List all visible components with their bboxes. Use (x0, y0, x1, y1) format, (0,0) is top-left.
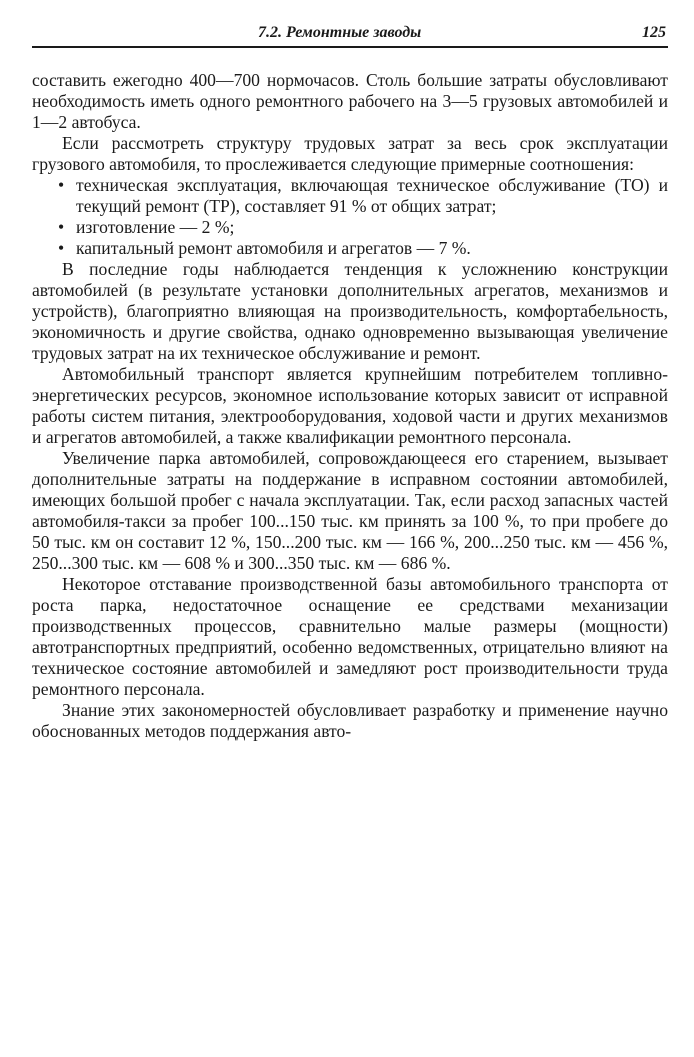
paragraph-2: Если рассмотреть структуру трудовых затрат за весь срок эксплуатации грузового автомобиля, то прослеживается следующие примерные соотношения: (32, 133, 668, 174)
bullet-icon: • (58, 217, 65, 237)
paragraph-3: В последние годы наблюдается тенденция к усложнению конструкции автомобилей (в результате установки дополнительных агрегатов, механизмов и устройств), благоприятно влияющая на производительность, комфортабельность, экономичность и другие свойства, однако одновременно вызывающая увеличение трудовых затрат на их техническое обслуживание и ремонт. (32, 259, 668, 363)
paragraph-6: Некоторое отставание производственной базы автомобильного транспорта от роста парка, недостаточное оснащение ее средствами механизации производственных процессов, сравнительно малые размеры (мощности) автотранспортных предприятий, особенно ведомственных, отрицательно влияют на техническое состояние автомобилей и замедляют рост производительности труда ремонтного персонала. (32, 574, 668, 699)
bullet-icon: • (58, 175, 65, 195)
page-number: 125 (642, 24, 666, 41)
paragraph-4: Автомобильный транспорт является крупнейшим потребителем топливно-энергетических ресурсов, экономное использование которых зависит от исправной работы систем питания, электрооборудования, ходовой части и других механизмов и агрегатов автомобилей, а также квалификации ремонтного персонала. (32, 364, 668, 447)
paragraph-7: Знание этих закономерностей обусловливает разработку и применение научно обоснованных методов поддержания авто- (32, 700, 668, 741)
list-item (32, 238, 668, 259)
list-item-text: капитальный ремонт автомобиля и агрегатов — 7 %. (76, 238, 471, 258)
section-title: 7.2. Ремонтные заводы (258, 24, 422, 41)
list-item-text: изготовление — 2 %; (76, 217, 235, 237)
list-item-text: техническая эксплуатация, включающая техническое обслуживание (ТО) и текущий ремонт (ТР), составляет 91 % от общих затрат; (76, 175, 668, 216)
list-item (32, 217, 668, 238)
bullet-list (32, 175, 668, 259)
paragraph-5: Увеличение парка автомобилей, сопровождающееся его старением, вызывает дополнительные затраты на поддержание в исправном состоянии автомобилей, имеющих большой пробег с начала эксплуатации. Так, если расход запасных частей автомобиля-такси за пробег 100...150 тыс. км принять за 100 %, то при пробеге до 50 тыс. км он составит 12 %, 150...200 тыс. км — 166 %, 200...250 тыс. км — 456 %, 250...300 тыс. км — 608 % и 300...350 тыс. км — 686 %. (32, 448, 668, 573)
running-header (32, 22, 668, 48)
paragraph-1: составить ежегодно 400—700 нормочасов. Столь большие затраты обусловливают необходимость иметь одного ремонтного рабочего на 3—5 грузовых автомобилей и 1—2 автобуса. (32, 70, 668, 132)
page-body (32, 70, 668, 742)
list-item (32, 175, 668, 217)
book-page (32, 22, 668, 742)
bullet-icon: • (58, 238, 65, 258)
